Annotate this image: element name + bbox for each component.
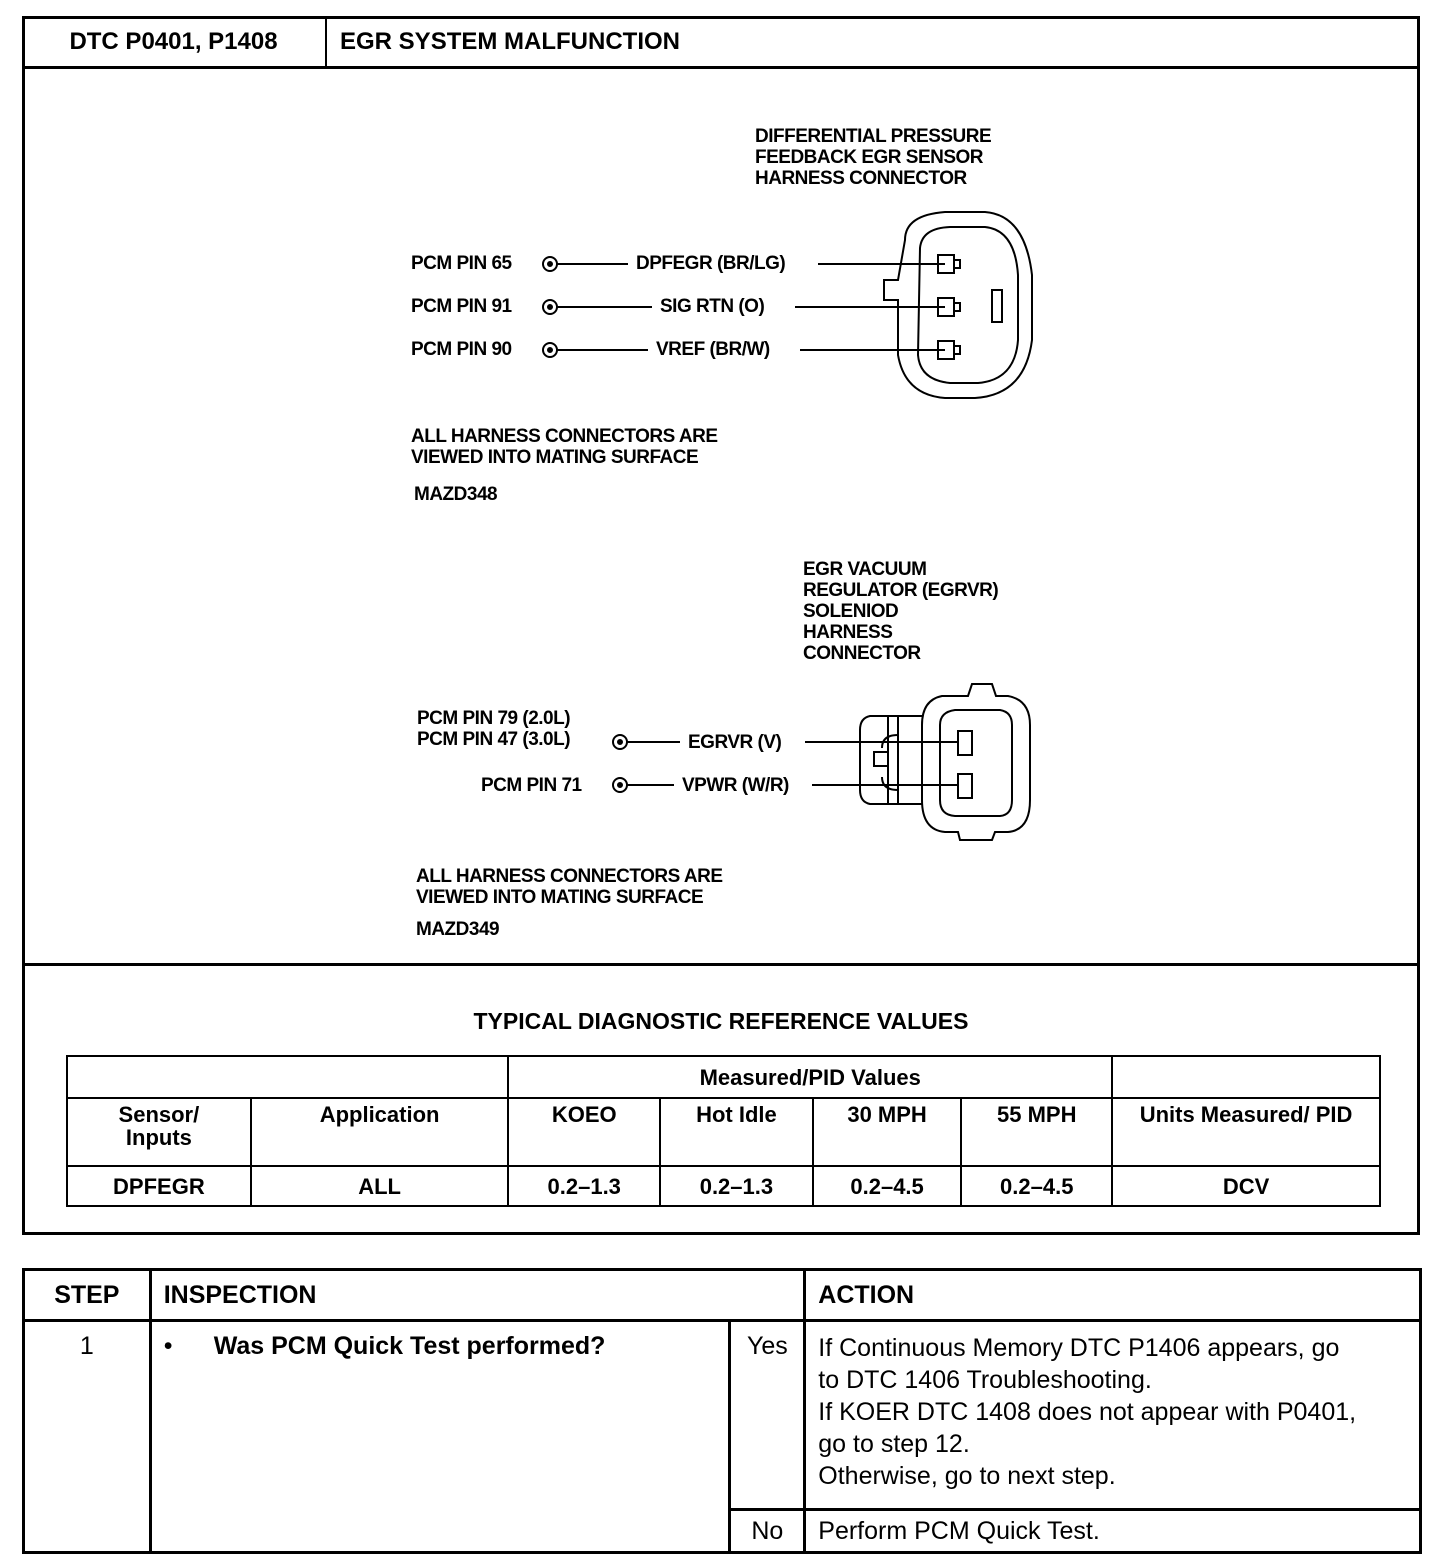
dpfegr-connector-title: DIFFERENTIAL PRESSURE FEEDBACK EGR SENSOR HARNESS CONNECTOR <box>755 126 992 189</box>
steps-table <box>22 1268 1422 1554</box>
inspection-cell <box>150 1321 730 1553</box>
connector-note: ALL HARNESS CONNECTORS ARE VIEWED INTO MATING SURFACE <box>416 866 723 908</box>
action-header: ACTION <box>805 1270 1421 1321</box>
wire-signal-label: DPFEGR (BR/LG) <box>636 253 786 274</box>
wire-signal-label: SIG RTN (O) <box>660 296 765 317</box>
table-cell: ALL <box>251 1166 509 1206</box>
diagram-divider <box>22 963 1420 966</box>
connector-note: ALL HARNESS CONNECTORS ARE VIEWED INTO MATING SURFACE <box>411 426 718 468</box>
reference-values-table <box>66 1055 1381 1207</box>
no-label: No <box>730 1510 805 1553</box>
table-cell: 0.2–1.3 <box>660 1166 813 1206</box>
wire-signal-label: VPWR (W/R) <box>682 775 789 796</box>
pcm-pin-label: PCM PIN 79 (2.0L) PCM PIN 47 (3.0L) <box>417 708 571 750</box>
dtc-codes: DTC P0401, P1408 <box>69 28 278 55</box>
table-header-blank <box>1112 1056 1380 1098</box>
column-header: 55 MPH <box>961 1098 1112 1166</box>
bullet: • <box>163 1332 173 1360</box>
table-header-blank <box>67 1056 508 1098</box>
egrvr-connector-title: EGR VACUUM REGULATOR (EGRVR) SOLENIOD HARNESS CONNECTOR <box>803 559 999 664</box>
table-cell: 0.2–4.5 <box>813 1166 962 1206</box>
column-header: Units Measured/ PID <box>1112 1098 1380 1166</box>
yes-label: Yes <box>730 1321 805 1510</box>
table-row <box>24 1321 1421 1510</box>
yes-action: If Continuous Memory DTC P1406 appears, go to DTC 1406 Troubleshooting. If KOER DTC 1408 does not appear with P0401, go to step 12. Otherwise, go to next step. <box>805 1321 1421 1510</box>
column-header: Hot Idle <box>660 1098 813 1166</box>
pcm-pin-label: PCM PIN 65 <box>411 253 512 274</box>
step-header: STEP <box>24 1270 151 1321</box>
inspection-question: Was PCM Quick Test performed? <box>213 1332 606 1360</box>
step-number: 1 <box>24 1321 151 1553</box>
wire-signal-label: VREF (BR/W) <box>656 339 770 360</box>
table-cell: 0.2–1.3 <box>508 1166 660 1206</box>
figure-id: MAZD348 <box>414 484 498 505</box>
column-header: KOEO <box>508 1098 660 1166</box>
table-cell: DCV <box>1112 1166 1380 1206</box>
table-row <box>67 1166 1380 1206</box>
pcm-pin-label: PCM PIN 90 <box>411 339 512 360</box>
table-cell: 0.2–4.5 <box>961 1166 1112 1206</box>
pcm-pin-label: PCM PIN 91 <box>411 296 512 317</box>
group-header: Measured/PID Values <box>508 1056 1112 1098</box>
inspection-header: INSPECTION <box>150 1270 805 1321</box>
column-header: Application <box>251 1098 509 1166</box>
wire-signal-label: EGRVR (V) <box>688 732 782 753</box>
table-cell: DPFEGR <box>67 1166 251 1206</box>
pcm-pin-label: PCM PIN 71 <box>481 775 582 796</box>
no-action: Perform PCM Quick Test. <box>805 1510 1421 1553</box>
column-header: Sensor/ Inputs <box>67 1098 251 1166</box>
figure-id: MAZD349 <box>416 919 500 940</box>
reference-title: TYPICAL DIAGNOSTIC REFERENCE VALUES <box>473 1008 969 1034</box>
page-title: EGR SYSTEM MALFUNCTION <box>340 28 680 55</box>
column-header: 30 MPH <box>813 1098 962 1166</box>
